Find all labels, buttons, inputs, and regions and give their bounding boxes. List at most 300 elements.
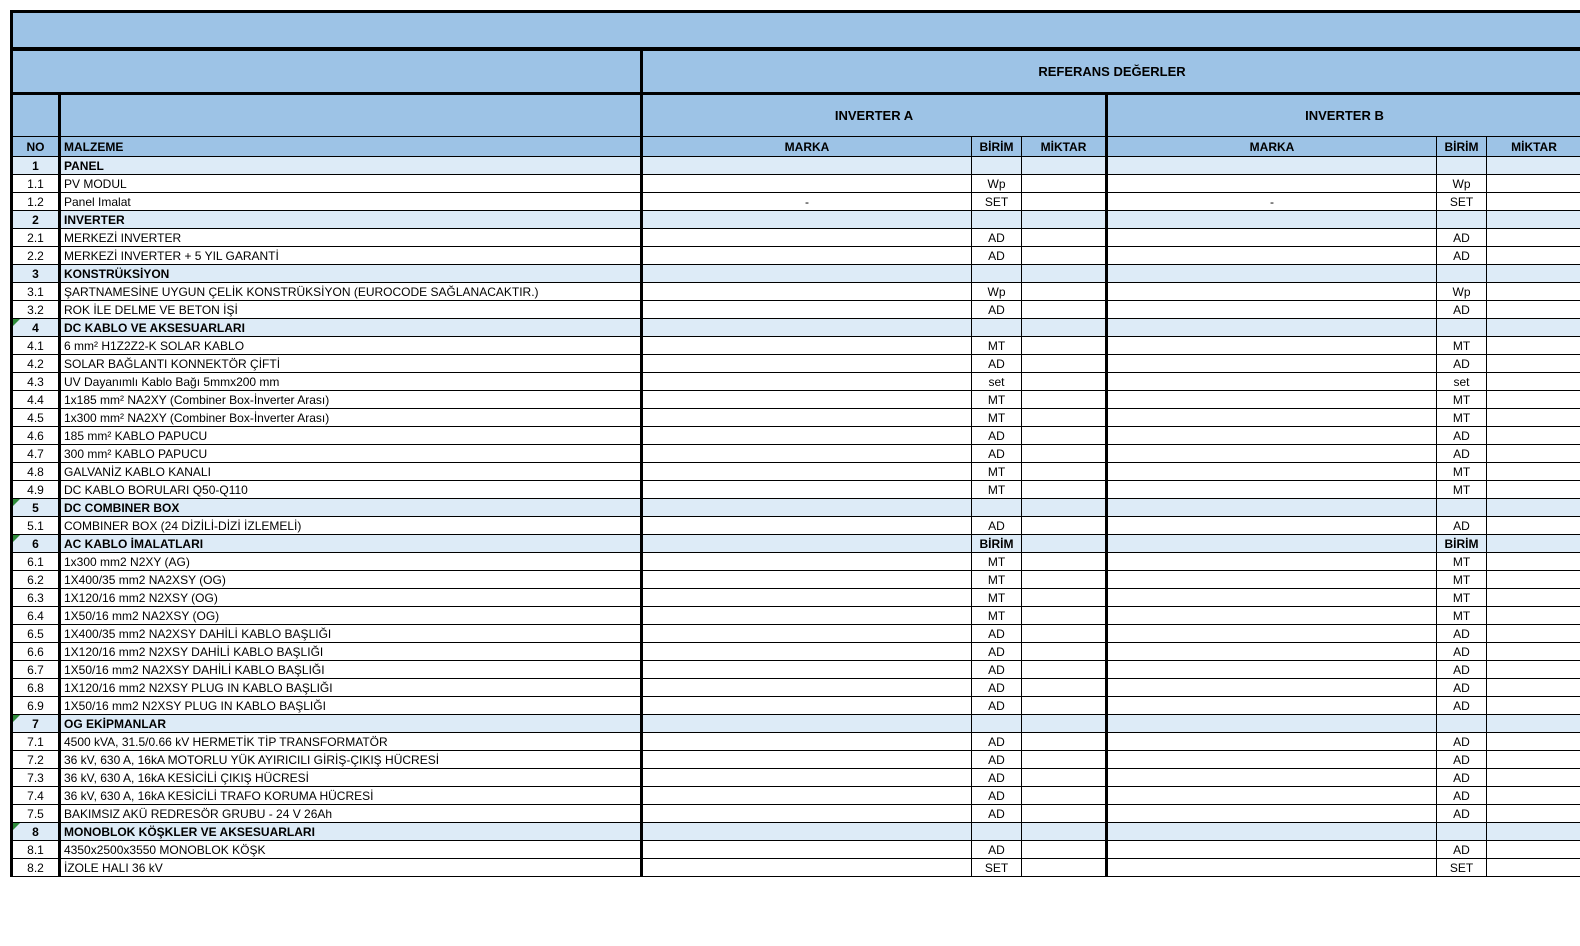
brand-a-cell[interactable] xyxy=(642,427,972,445)
qty-b-cell[interactable] xyxy=(1487,553,1580,571)
qty-b-cell[interactable] xyxy=(1487,463,1580,481)
brand-a-cell[interactable] xyxy=(642,229,972,247)
inverter-a-header[interactable]: INVERTER A xyxy=(642,94,1107,137)
qty-a-cell[interactable] xyxy=(1022,265,1107,283)
row-number-cell[interactable]: 3 xyxy=(12,265,60,283)
brand-a-cell[interactable] xyxy=(642,805,972,823)
material-name-cell[interactable]: 4500 kVA, 31.5/0.66 kV HERMETİK TİP TRANSFORMATÖR xyxy=(60,733,642,751)
qty-a-cell[interactable] xyxy=(1022,445,1107,463)
material-name-cell[interactable]: OG EKİPMANLAR xyxy=(60,715,642,733)
brand-a-cell[interactable] xyxy=(642,517,972,535)
qty-b-cell[interactable] xyxy=(1487,607,1580,625)
header-blank-cell[interactable] xyxy=(12,51,642,94)
brand-a-cell[interactable] xyxy=(642,175,972,193)
row-number-cell[interactable]: 8.1 xyxy=(12,841,60,859)
qty-b-cell[interactable] xyxy=(1487,481,1580,499)
brand-b-cell[interactable] xyxy=(1107,517,1437,535)
qty-b-cell[interactable] xyxy=(1487,823,1580,841)
unit-a-cell[interactable]: AD xyxy=(972,229,1022,247)
qty-a-cell[interactable] xyxy=(1022,769,1107,787)
qty-a-cell[interactable] xyxy=(1022,805,1107,823)
title-band[interactable] xyxy=(10,10,1580,50)
unit-a-cell[interactable]: AD xyxy=(972,643,1022,661)
brand-b-cell[interactable] xyxy=(1107,391,1437,409)
qty-a-cell[interactable] xyxy=(1022,823,1107,841)
unit-b-cell[interactable]: AD xyxy=(1437,625,1487,643)
material-name-cell[interactable]: MONOBLOK KÖŞKLER VE AKSESUARLARI xyxy=(60,823,642,841)
qty-a-cell[interactable] xyxy=(1022,409,1107,427)
material-name-cell[interactable]: PANEL xyxy=(60,157,642,175)
qty-a-cell[interactable] xyxy=(1022,283,1107,301)
brand-a-cell[interactable]: - xyxy=(642,193,972,211)
col-unit-a-header[interactable]: BİRİM xyxy=(972,137,1022,157)
qty-b-cell[interactable] xyxy=(1487,697,1580,715)
unit-a-cell[interactable]: AD xyxy=(972,661,1022,679)
unit-b-cell[interactable]: MT xyxy=(1437,391,1487,409)
inverter-b-header[interactable]: INVERTER B xyxy=(1107,94,1580,137)
qty-a-cell[interactable] xyxy=(1022,625,1107,643)
brand-a-cell[interactable] xyxy=(642,661,972,679)
brand-a-cell[interactable] xyxy=(642,337,972,355)
qty-a-cell[interactable] xyxy=(1022,517,1107,535)
row-number-cell[interactable]: 4 xyxy=(12,319,60,337)
material-name-cell[interactable]: UV Dayanımlı Kablo Bağı 5mmx200 mm xyxy=(60,373,642,391)
qty-a-cell[interactable] xyxy=(1022,301,1107,319)
brand-b-cell[interactable] xyxy=(1107,535,1437,553)
row-number-cell[interactable]: 1 xyxy=(12,157,60,175)
material-name-cell[interactable]: INVERTER xyxy=(60,211,642,229)
row-number-cell[interactable]: 5 xyxy=(12,499,60,517)
qty-b-cell[interactable] xyxy=(1487,409,1580,427)
qty-a-cell[interactable] xyxy=(1022,427,1107,445)
qty-a-cell[interactable] xyxy=(1022,481,1107,499)
qty-b-cell[interactable] xyxy=(1487,769,1580,787)
brand-a-cell[interactable] xyxy=(642,409,972,427)
unit-a-cell[interactable]: set xyxy=(972,373,1022,391)
material-name-cell[interactable]: 1X50/16 mm2 NA2XSY DAHİLİ KABLO BAŞLIĞI xyxy=(60,661,642,679)
qty-a-cell[interactable] xyxy=(1022,157,1107,175)
unit-a-cell[interactable]: AD xyxy=(972,733,1022,751)
brand-a-cell[interactable] xyxy=(642,571,972,589)
unit-a-cell[interactable]: MT xyxy=(972,589,1022,607)
brand-b-cell[interactable] xyxy=(1107,697,1437,715)
material-name-cell[interactable]: 4350x2500x3550 MONOBLOK KÖŞK xyxy=(60,841,642,859)
qty-a-cell[interactable] xyxy=(1022,571,1107,589)
material-name-cell[interactable]: Panel Imalat xyxy=(60,193,642,211)
unit-a-cell[interactable]: MT xyxy=(972,337,1022,355)
qty-a-cell[interactable] xyxy=(1022,751,1107,769)
brand-a-cell[interactable] xyxy=(642,355,972,373)
material-name-cell[interactable]: 1X400/35 mm2 NA2XSY (OG) xyxy=(60,571,642,589)
material-name-cell[interactable]: 1x300 mm2 N2XY (AG) xyxy=(60,553,642,571)
qty-a-cell[interactable] xyxy=(1022,337,1107,355)
brand-a-cell[interactable] xyxy=(642,607,972,625)
brand-b-cell[interactable] xyxy=(1107,589,1437,607)
row-number-cell[interactable]: 7.1 xyxy=(12,733,60,751)
header-material-blank[interactable] xyxy=(60,94,642,137)
unit-a-cell[interactable] xyxy=(972,319,1022,337)
brand-b-cell[interactable] xyxy=(1107,787,1437,805)
material-name-cell[interactable]: 300 mm² KABLO PAPUCU xyxy=(60,445,642,463)
brand-b-cell[interactable] xyxy=(1107,841,1437,859)
qty-b-cell[interactable] xyxy=(1487,661,1580,679)
unit-a-cell[interactable]: BİRİM xyxy=(972,535,1022,553)
brand-b-cell[interactable] xyxy=(1107,571,1437,589)
material-name-cell[interactable]: KONSTRÜKSİYON xyxy=(60,265,642,283)
unit-b-cell[interactable] xyxy=(1437,211,1487,229)
unit-a-cell[interactable]: MT xyxy=(972,553,1022,571)
row-number-cell[interactable]: 4.2 xyxy=(12,355,60,373)
qty-b-cell[interactable] xyxy=(1487,715,1580,733)
unit-a-cell[interactable] xyxy=(972,265,1022,283)
row-number-cell[interactable]: 6.9 xyxy=(12,697,60,715)
unit-a-cell[interactable]: AD xyxy=(972,625,1022,643)
qty-b-cell[interactable] xyxy=(1487,229,1580,247)
qty-a-cell[interactable] xyxy=(1022,697,1107,715)
unit-a-cell[interactable]: Wp xyxy=(972,175,1022,193)
unit-b-cell[interactable]: MT xyxy=(1437,553,1487,571)
unit-b-cell[interactable]: Wp xyxy=(1437,283,1487,301)
brand-b-cell[interactable] xyxy=(1107,751,1437,769)
material-name-cell[interactable]: SOLAR BAĞLANTI KONNEKTÖR ÇİFTİ xyxy=(60,355,642,373)
material-name-cell[interactable]: 1X400/35 mm2 NA2XSY DAHİLİ KABLO BAŞLIĞI xyxy=(60,625,642,643)
brand-a-cell[interactable] xyxy=(642,823,972,841)
qty-a-cell[interactable] xyxy=(1022,553,1107,571)
qty-a-cell[interactable] xyxy=(1022,355,1107,373)
row-number-cell[interactable]: 3.1 xyxy=(12,283,60,301)
row-number-cell[interactable]: 6.2 xyxy=(12,571,60,589)
qty-b-cell[interactable] xyxy=(1487,391,1580,409)
unit-b-cell[interactable]: SET xyxy=(1437,193,1487,211)
col-brand-b-header[interactable]: MARKA xyxy=(1107,137,1437,157)
material-name-cell[interactable]: ŞARTNAMESİNE UYGUN ÇELİK KONSTRÜKSİYON (EUROCODE SAĞLANACAKTIR.) xyxy=(60,283,642,301)
unit-b-cell[interactable] xyxy=(1437,319,1487,337)
row-number-cell[interactable]: 7.3 xyxy=(12,769,60,787)
unit-b-cell[interactable]: set xyxy=(1437,373,1487,391)
qty-b-cell[interactable] xyxy=(1487,643,1580,661)
unit-b-cell[interactable]: AD xyxy=(1437,751,1487,769)
qty-b-cell[interactable] xyxy=(1487,841,1580,859)
material-name-cell[interactable]: 36 kV, 630 A, 16kA KESİCİLİ ÇIKIŞ HÜCRESİ xyxy=(60,769,642,787)
material-name-cell[interactable]: ROK İLE DELME VE BETON İŞİ xyxy=(60,301,642,319)
row-number-cell[interactable]: 4.5 xyxy=(12,409,60,427)
brand-b-cell[interactable] xyxy=(1107,373,1437,391)
unit-a-cell[interactable]: AD xyxy=(972,787,1022,805)
brand-b-cell[interactable] xyxy=(1107,715,1437,733)
brand-b-cell[interactable] xyxy=(1107,661,1437,679)
unit-a-cell[interactable]: AD xyxy=(972,679,1022,697)
qty-b-cell[interactable] xyxy=(1487,751,1580,769)
qty-b-cell[interactable] xyxy=(1487,517,1580,535)
qty-b-cell[interactable] xyxy=(1487,301,1580,319)
row-number-cell[interactable]: 2 xyxy=(12,211,60,229)
qty-a-cell[interactable] xyxy=(1022,175,1107,193)
unit-a-cell[interactable]: AD xyxy=(972,517,1022,535)
col-brand-a-header[interactable]: MARKA xyxy=(642,137,972,157)
qty-b-cell[interactable] xyxy=(1487,319,1580,337)
brand-a-cell[interactable] xyxy=(642,247,972,265)
qty-b-cell[interactable] xyxy=(1487,211,1580,229)
qty-a-cell[interactable] xyxy=(1022,715,1107,733)
brand-a-cell[interactable] xyxy=(642,553,972,571)
unit-b-cell[interactable]: AD xyxy=(1437,643,1487,661)
row-number-cell[interactable]: 1.1 xyxy=(12,175,60,193)
row-number-cell[interactable]: 2.1 xyxy=(12,229,60,247)
brand-a-cell[interactable] xyxy=(642,211,972,229)
material-name-cell[interactable]: COMBINER BOX (24 DİZİLİ-DİZİ İZLEMELİ) xyxy=(60,517,642,535)
brand-b-cell[interactable] xyxy=(1107,301,1437,319)
unit-b-cell[interactable]: AD xyxy=(1437,427,1487,445)
material-name-cell[interactable]: MERKEZİ INVERTER + 5 YIL GARANTİ xyxy=(60,247,642,265)
material-name-cell[interactable]: AC KABLO İMALATLARI xyxy=(60,535,642,553)
brand-a-cell[interactable] xyxy=(642,841,972,859)
brand-a-cell[interactable] xyxy=(642,859,972,877)
brand-b-cell[interactable] xyxy=(1107,823,1437,841)
unit-a-cell[interactable]: MT xyxy=(972,391,1022,409)
brand-a-cell[interactable] xyxy=(642,589,972,607)
row-number-cell[interactable]: 5.1 xyxy=(12,517,60,535)
material-name-cell[interactable]: 1X50/16 mm2 N2XSY PLUG IN KABLO BAŞLIĞI xyxy=(60,697,642,715)
material-name-cell[interactable]: 1X120/16 mm2 N2XSY PLUG IN KABLO BAŞLIĞI xyxy=(60,679,642,697)
unit-b-cell[interactable]: BİRİM xyxy=(1437,535,1487,553)
unit-a-cell[interactable] xyxy=(972,211,1022,229)
material-name-cell[interactable]: 36 kV, 630 A, 16kA KESİCİLİ TRAFO KORUMA HÜCRESİ xyxy=(60,787,642,805)
brand-b-cell[interactable]: - xyxy=(1107,193,1437,211)
brand-b-cell[interactable] xyxy=(1107,499,1437,517)
qty-b-cell[interactable] xyxy=(1487,535,1580,553)
brand-a-cell[interactable] xyxy=(642,463,972,481)
row-number-cell[interactable]: 8.2 xyxy=(12,859,60,877)
unit-a-cell[interactable]: AD xyxy=(972,427,1022,445)
unit-b-cell[interactable] xyxy=(1437,823,1487,841)
unit-a-cell[interactable]: MT xyxy=(972,481,1022,499)
brand-b-cell[interactable] xyxy=(1107,481,1437,499)
brand-b-cell[interactable] xyxy=(1107,355,1437,373)
unit-a-cell[interactable]: AD xyxy=(972,751,1022,769)
brand-b-cell[interactable] xyxy=(1107,211,1437,229)
unit-b-cell[interactable]: AD xyxy=(1437,679,1487,697)
unit-a-cell[interactable]: AD xyxy=(972,355,1022,373)
brand-b-cell[interactable] xyxy=(1107,463,1437,481)
qty-a-cell[interactable] xyxy=(1022,319,1107,337)
row-number-cell[interactable]: 4.4 xyxy=(12,391,60,409)
unit-b-cell[interactable]: AD xyxy=(1437,805,1487,823)
brand-b-cell[interactable] xyxy=(1107,247,1437,265)
material-name-cell[interactable]: 185 mm² KABLO PAPUCU xyxy=(60,427,642,445)
brand-a-cell[interactable] xyxy=(642,643,972,661)
qty-a-cell[interactable] xyxy=(1022,733,1107,751)
brand-b-cell[interactable] xyxy=(1107,337,1437,355)
brand-b-cell[interactable] xyxy=(1107,175,1437,193)
qty-b-cell[interactable] xyxy=(1487,499,1580,517)
material-name-cell[interactable]: MERKEZİ INVERTER xyxy=(60,229,642,247)
row-number-cell[interactable]: 8 xyxy=(12,823,60,841)
qty-b-cell[interactable] xyxy=(1487,247,1580,265)
row-number-cell[interactable]: 6.8 xyxy=(12,679,60,697)
qty-b-cell[interactable] xyxy=(1487,679,1580,697)
brand-b-cell[interactable] xyxy=(1107,283,1437,301)
qty-a-cell[interactable] xyxy=(1022,229,1107,247)
brand-b-cell[interactable] xyxy=(1107,265,1437,283)
unit-b-cell[interactable]: MT xyxy=(1437,337,1487,355)
material-name-cell[interactable]: BAKIMSIZ AKÜ REDRESÖR GRUBU - 24 V 26Ah xyxy=(60,805,642,823)
qty-a-cell[interactable] xyxy=(1022,589,1107,607)
unit-b-cell[interactable]: MT xyxy=(1437,571,1487,589)
qty-a-cell[interactable] xyxy=(1022,859,1107,877)
unit-b-cell[interactable]: AD xyxy=(1437,247,1487,265)
unit-b-cell[interactable]: AD xyxy=(1437,787,1487,805)
reference-values-header[interactable]: REFERANS DEĞERLER xyxy=(642,51,1580,94)
material-name-cell[interactable]: 1x185 mm² NA2XY (Combiner Box-İnverter Arası) xyxy=(60,391,642,409)
col-unit-b-header[interactable]: BİRİM xyxy=(1437,137,1487,157)
row-number-cell[interactable]: 6.3 xyxy=(12,589,60,607)
brand-b-cell[interactable] xyxy=(1107,319,1437,337)
unit-a-cell[interactable]: SET xyxy=(972,859,1022,877)
unit-a-cell[interactable]: AD xyxy=(972,805,1022,823)
unit-b-cell[interactable]: AD xyxy=(1437,697,1487,715)
unit-b-cell[interactable] xyxy=(1437,157,1487,175)
brand-a-cell[interactable] xyxy=(642,769,972,787)
qty-b-cell[interactable] xyxy=(1487,175,1580,193)
unit-b-cell[interactable]: MT xyxy=(1437,463,1487,481)
brand-a-cell[interactable] xyxy=(642,625,972,643)
row-number-cell[interactable]: 6.7 xyxy=(12,661,60,679)
unit-a-cell[interactable]: AD xyxy=(972,247,1022,265)
qty-b-cell[interactable] xyxy=(1487,193,1580,211)
row-number-cell[interactable]: 4.6 xyxy=(12,427,60,445)
brand-b-cell[interactable] xyxy=(1107,607,1437,625)
qty-a-cell[interactable] xyxy=(1022,607,1107,625)
unit-b-cell[interactable]: AD xyxy=(1437,229,1487,247)
row-number-cell[interactable]: 6.4 xyxy=(12,607,60,625)
row-number-cell[interactable]: 1.2 xyxy=(12,193,60,211)
material-name-cell[interactable]: 1x300 mm² NA2XY (Combiner Box-İnverter Arası) xyxy=(60,409,642,427)
brand-a-cell[interactable] xyxy=(642,697,972,715)
material-name-cell[interactable]: İZOLE HALI 36 kV xyxy=(60,859,642,877)
brand-a-cell[interactable] xyxy=(642,445,972,463)
unit-a-cell[interactable]: AD xyxy=(972,697,1022,715)
row-number-cell[interactable]: 4.9 xyxy=(12,481,60,499)
row-number-cell[interactable]: 7.4 xyxy=(12,787,60,805)
brand-a-cell[interactable] xyxy=(642,319,972,337)
qty-a-cell[interactable] xyxy=(1022,535,1107,553)
unit-a-cell[interactable]: Wp xyxy=(972,283,1022,301)
qty-a-cell[interactable] xyxy=(1022,391,1107,409)
brand-b-cell[interactable] xyxy=(1107,445,1437,463)
col-material-header[interactable]: MALZEME xyxy=(60,137,642,157)
brand-b-cell[interactable] xyxy=(1107,625,1437,643)
brand-b-cell[interactable] xyxy=(1107,409,1437,427)
material-name-cell[interactable]: 1X50/16 mm2 NA2XSY (OG) xyxy=(60,607,642,625)
row-number-cell[interactable]: 6.1 xyxy=(12,553,60,571)
brand-a-cell[interactable] xyxy=(642,751,972,769)
unit-b-cell[interactable]: MT xyxy=(1437,409,1487,427)
unit-b-cell[interactable]: AD xyxy=(1437,445,1487,463)
brand-b-cell[interactable] xyxy=(1107,643,1437,661)
material-name-cell[interactable]: DC KABLO VE AKSESUARLARI xyxy=(60,319,642,337)
row-number-cell[interactable]: 2.2 xyxy=(12,247,60,265)
material-name-cell[interactable]: DC COMBINER BOX xyxy=(60,499,642,517)
qty-b-cell[interactable] xyxy=(1487,625,1580,643)
brand-a-cell[interactable] xyxy=(642,715,972,733)
brand-a-cell[interactable] xyxy=(642,679,972,697)
qty-a-cell[interactable] xyxy=(1022,841,1107,859)
unit-b-cell[interactable]: SET xyxy=(1437,859,1487,877)
row-number-cell[interactable]: 6.5 xyxy=(12,625,60,643)
row-number-cell[interactable]: 4.8 xyxy=(12,463,60,481)
row-number-cell[interactable]: 3.2 xyxy=(12,301,60,319)
qty-b-cell[interactable] xyxy=(1487,373,1580,391)
row-number-cell[interactable]: 7.2 xyxy=(12,751,60,769)
qty-b-cell[interactable] xyxy=(1487,337,1580,355)
brand-a-cell[interactable] xyxy=(642,481,972,499)
material-name-cell[interactable]: 1X120/16 mm2 N2XSY (OG) xyxy=(60,589,642,607)
brand-b-cell[interactable] xyxy=(1107,427,1437,445)
qty-b-cell[interactable] xyxy=(1487,589,1580,607)
qty-b-cell[interactable] xyxy=(1487,157,1580,175)
unit-b-cell[interactable]: AD xyxy=(1437,661,1487,679)
unit-b-cell[interactable]: AD xyxy=(1437,841,1487,859)
brand-a-cell[interactable] xyxy=(642,265,972,283)
material-name-cell[interactable]: 1X120/16 mm2 N2XSY DAHİLİ KABLO BAŞLIĞI xyxy=(60,643,642,661)
row-number-cell[interactable]: 4.7 xyxy=(12,445,60,463)
brand-b-cell[interactable] xyxy=(1107,229,1437,247)
brand-b-cell[interactable] xyxy=(1107,805,1437,823)
qty-a-cell[interactable] xyxy=(1022,373,1107,391)
unit-a-cell[interactable] xyxy=(972,823,1022,841)
material-name-cell[interactable]: GALVANİZ KABLO KANALI xyxy=(60,463,642,481)
qty-b-cell[interactable] xyxy=(1487,787,1580,805)
brand-a-cell[interactable] xyxy=(642,733,972,751)
row-number-cell[interactable]: 7.5 xyxy=(12,805,60,823)
unit-b-cell[interactable]: AD xyxy=(1437,517,1487,535)
qty-a-cell[interactable] xyxy=(1022,463,1107,481)
unit-a-cell[interactable]: AD xyxy=(972,841,1022,859)
brand-a-cell[interactable] xyxy=(642,373,972,391)
unit-a-cell[interactable] xyxy=(972,157,1022,175)
unit-b-cell[interactable]: MT xyxy=(1437,481,1487,499)
material-name-cell[interactable]: 6 mm² H1Z2Z2-K SOLAR KABLO xyxy=(60,337,642,355)
unit-b-cell[interactable] xyxy=(1437,715,1487,733)
brand-b-cell[interactable] xyxy=(1107,769,1437,787)
qty-a-cell[interactable] xyxy=(1022,679,1107,697)
brand-a-cell[interactable] xyxy=(642,535,972,553)
header-no-blank[interactable] xyxy=(12,94,60,137)
unit-b-cell[interactable]: MT xyxy=(1437,589,1487,607)
brand-a-cell[interactable] xyxy=(642,787,972,805)
unit-a-cell[interactable]: MT xyxy=(972,607,1022,625)
unit-b-cell[interactable]: AD xyxy=(1437,301,1487,319)
unit-b-cell[interactable]: MT xyxy=(1437,607,1487,625)
brand-b-cell[interactable] xyxy=(1107,859,1437,877)
unit-a-cell[interactable] xyxy=(972,715,1022,733)
qty-b-cell[interactable] xyxy=(1487,859,1580,877)
unit-a-cell[interactable]: AD xyxy=(972,301,1022,319)
qty-a-cell[interactable] xyxy=(1022,193,1107,211)
qty-b-cell[interactable] xyxy=(1487,571,1580,589)
unit-a-cell[interactable]: SET xyxy=(972,193,1022,211)
brand-b-cell[interactable] xyxy=(1107,157,1437,175)
unit-b-cell[interactable] xyxy=(1437,499,1487,517)
unit-a-cell[interactable]: AD xyxy=(972,445,1022,463)
unit-b-cell[interactable]: Wp xyxy=(1437,175,1487,193)
col-no-header[interactable]: NO xyxy=(12,137,60,157)
brand-a-cell[interactable] xyxy=(642,391,972,409)
brand-a-cell[interactable] xyxy=(642,301,972,319)
unit-a-cell[interactable]: MT xyxy=(972,571,1022,589)
brand-a-cell[interactable] xyxy=(642,499,972,517)
unit-b-cell[interactable]: AD xyxy=(1437,733,1487,751)
